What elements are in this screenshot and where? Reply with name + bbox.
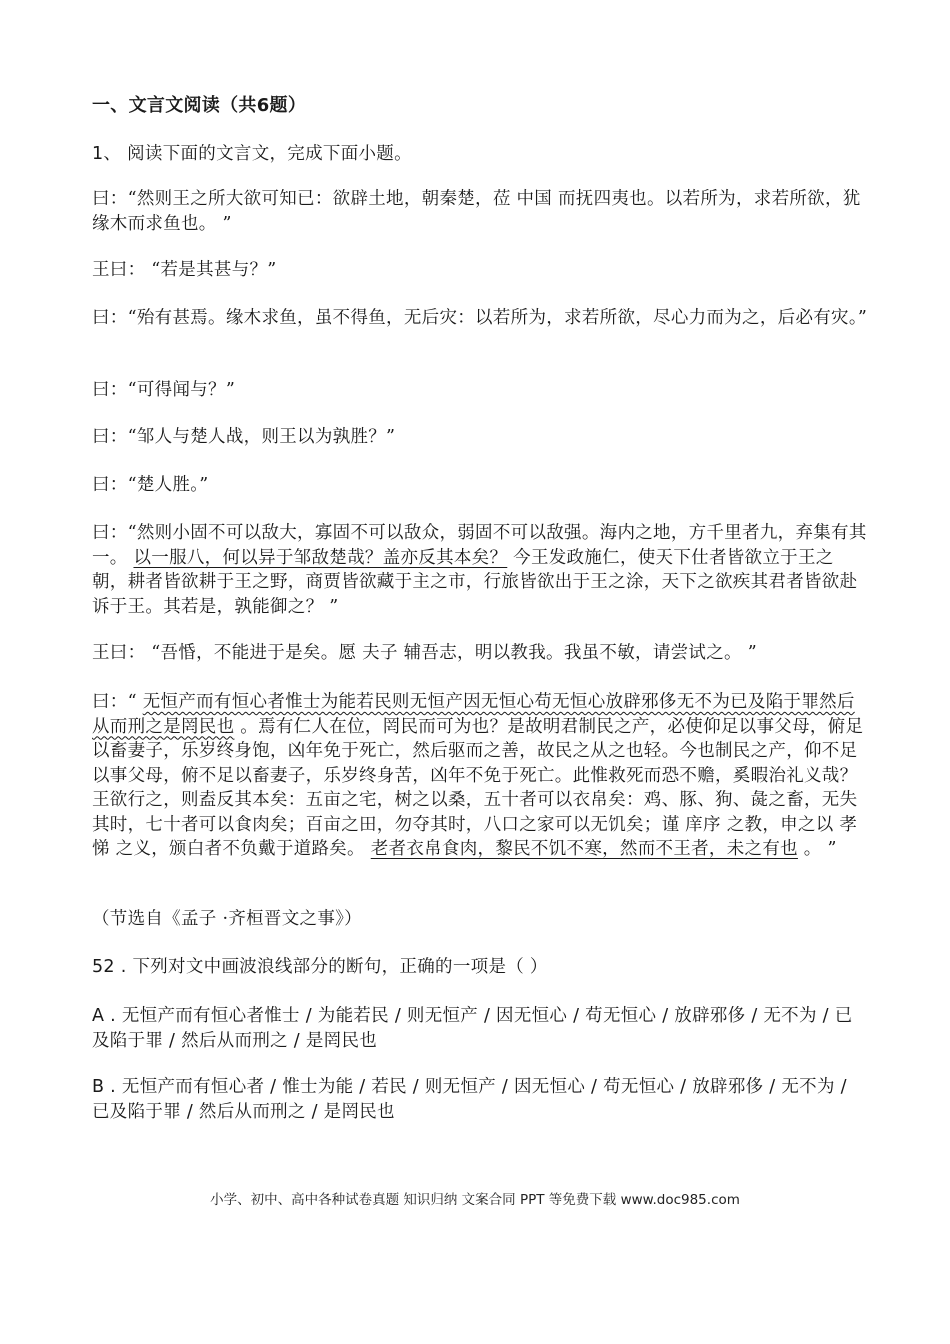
question-1-prompt [92,142,868,167]
p7-text-after: 今王发政施仁，使天下仕者皆欲立于王之朝，耕者皆欲耕于王之野，商贾皆欲藏于主之市，行旅皆欲出于王之涂，天下之欲疾其君者皆欲赴诉于王。其若是，孰能御之？ ” [92,547,858,617]
p9-wavy-segment: 无恒产而有恒心者惟士为能若民则无恒产因无恒心苟无恒心放辟邪侈无不为已及陷于罪然后从而刑之是罔民也 [92,692,855,737]
question-52-stem: 52 . 下列对文中画波浪线部分的断句，正确的一项是（ ） [92,957,548,977]
passage-paragraph-7 [92,521,868,619]
section-title: 一、文言文阅读（共6题） [92,95,307,116]
passage-paragraph-9 [92,690,868,862]
page-footer: 小学、初中、高中各种试卷真题 知识归纳 文案合同 PPT 等免费下载 www.doc985.com [210,1192,740,1208]
option-a: A . 无恒产而有恒心者惟士 / 为能若民 / 则无恒产 / 因无恒心 / 苟无恒心 / 放辟邪侈 / 无不为 / 已及陷于罪 / 然后从而刑之 / 是罔民也 [92,1006,853,1051]
passage-paragraph-3: 曰：“殆有甚焉。缘木求鱼，虽不得鱼，无后灾：以若所为，求若所欲，尽心力而为之，后必有灾。” [92,308,868,328]
p9-end: 。 ” [797,839,837,859]
passage-source: （节选自《孟子 ·齐桓晋文之事》） [92,909,362,929]
passage-paragraph-2: 王曰： “若是其甚与？” [92,260,277,280]
passage-paragraph-8: 王曰： “吾惛，不能进于是矣。愿 夫子 辅吾志，明以教我。我虽不敏，请尝试之。 ” [92,643,757,663]
p9-prefix: 曰：“ [92,692,143,712]
question-number: 1、 [92,144,122,164]
option-b: B . 无恒产而有恒心者 / 惟士为能 / 若民 / 则无恒产 / 因无恒心 / 苟无恒心 / 放辟邪侈 / 无不为 / 已及陷于罪 / 然后从而刑之 / 是罔民也 [92,1077,847,1122]
p9-middle-text: 。焉有仁人在位，罔民而可为也？是故明君制民之产，必使仰足以事父母，俯足以畜妻子，乐岁终身饱，凶年免于死亡，然后驱而之善，故民之从之也轻。今也制民之产，仰不足以事父母，俯不足以畜妻子，乐岁终身苦，凶年不免于死亡。此惟救死而恐不赡，奚暇治礼义哉？王欲行之，则盍反其本矣：五亩之宅，树之以桑，五十者可以衣帛矣：鸡、豚、狗、彘之畜，无失其时，七十者可以食肉矣；百亩之田，勿夺其时，八口之家可以无饥矣；谨 庠序 之教，申之以 孝悌 之义，颁白者不负戴于道路矣。 [92,716,864,859]
passage-paragraph-5: 曰：“邹人与楚人战，则王以为孰胜？” [92,427,396,447]
passage-paragraph-4: 曰：“可得闻与？” [92,380,236,400]
p7-underlined-sentence: 以一服八，何以异于邹敌楚哉？盖亦反其本矣？ [133,547,508,568]
passage-paragraph-1: 曰：“然则王之所大欲可知已：欲辟土地，朝秦楚，莅 中国 而抚四夷也。以若所为，求若所欲，犹缘木而求鱼也。 ” [92,189,861,234]
p7-text-before: 曰：“然则小固不可以敌大，寡固不可以敌众，弱固不可以敌强。海内之地，方千里者九，弃集有其一。 [92,523,867,568]
p9-underlined-sentence: 老者衣帛食肉，黎民不饥不寒，然而不王者，未之有也 [370,839,798,859]
question-text: 阅读下面的文言文，完成下面小题。 [127,144,412,164]
passage-paragraph-6: 曰：“楚人胜。” [92,475,209,495]
